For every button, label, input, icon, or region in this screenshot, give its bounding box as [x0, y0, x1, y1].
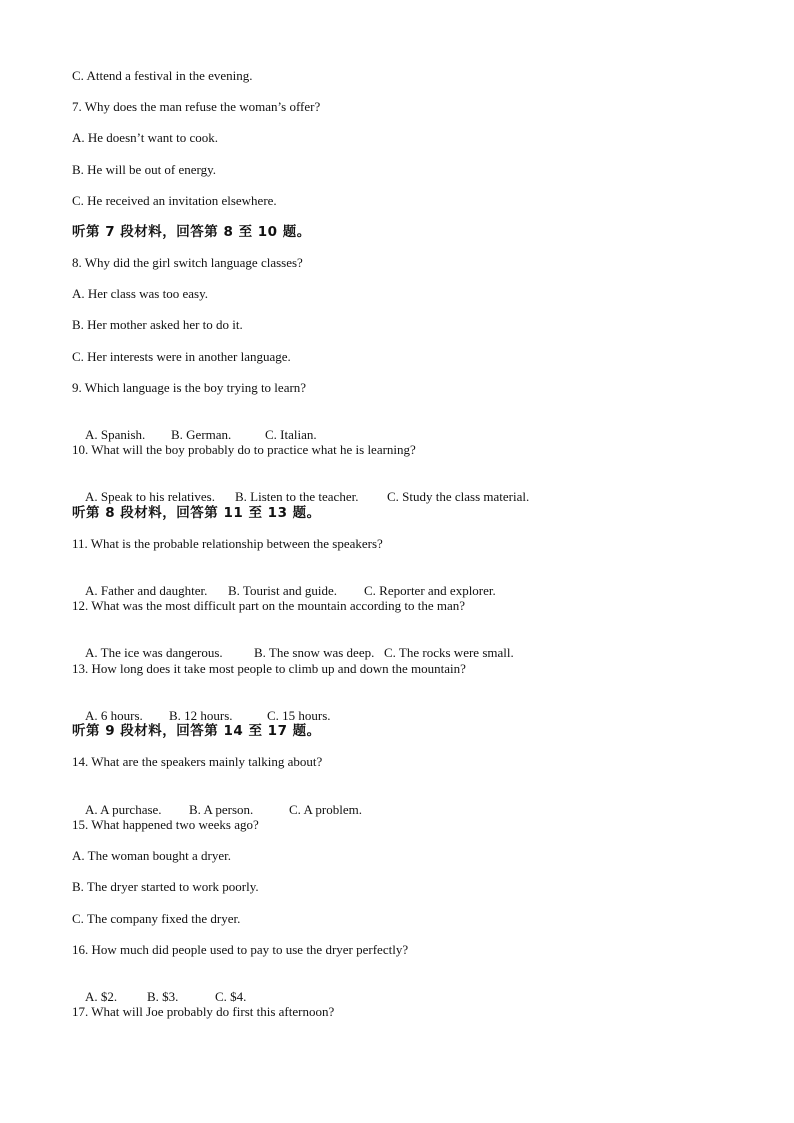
question-15: 15. What happened two weeks ago? [72, 817, 259, 832]
option-11a: A. Father and daughter. [85, 583, 208, 598]
question-11: 11. What is the probable relationship between the speakers? [72, 536, 383, 551]
section-heading-8: 听第 8 段材料，回答第 11 至 13 题。 [72, 505, 321, 521]
section-heading-7: 听第 7 段材料，回答第 8 至 10 题。 [72, 224, 311, 240]
question-13: 13. How long does it take most people to climb up and down the mountain? [72, 661, 466, 676]
option-12a: A. The ice was dangerous. [85, 645, 223, 660]
option-13a: A. 6 hours. [85, 708, 143, 723]
option-16b: B. $3. [147, 989, 179, 1004]
option-9b: B. German. [171, 427, 232, 442]
option-6c: C. Attend a festival in the evening. [72, 68, 253, 83]
option-9c: C. Italian. [265, 427, 317, 442]
option-7c: C. He received an invitation elsewhere. [72, 193, 277, 208]
option-15b: B. The dryer started to work poorly. [72, 879, 259, 894]
option-14c: C. A problem. [289, 802, 362, 817]
question-16: 16. How much did people used to pay to use the dryer perfectly? [72, 942, 409, 957]
option-8a: A. Her class was too easy. [72, 286, 208, 301]
option-11c: C. Reporter and explorer. [364, 583, 496, 598]
option-9a: A. Spanish. [85, 427, 146, 442]
option-12b: B. The snow was deep. [254, 645, 375, 660]
question-10: 10. What will the boy probably do to practice what he is learning? [72, 442, 416, 457]
question-14: 14. What are the speakers mainly talking about? [72, 754, 323, 769]
option-8b: B. Her mother asked her to do it. [72, 317, 243, 332]
option-13c: C. 15 hours. [267, 708, 331, 723]
option-8c: C. Her interests were in another language. [72, 349, 291, 364]
question-17: 17. What will Joe probably do first this afternoon? [72, 1004, 335, 1019]
question-7: 7. Why does the man refuse the woman’s offer? [72, 99, 321, 114]
option-7b: B. He will be out of energy. [72, 162, 217, 177]
option-14b: B. A person. [189, 802, 254, 817]
option-15a: A. The woman bought a dryer. [72, 848, 231, 863]
question-12: 12. What was the most difficult part on the mountain according to the man? [72, 598, 466, 613]
option-12c: C. The rocks were small. [384, 645, 514, 660]
question-8: 8. Why did the girl switch language classes? [72, 255, 303, 270]
question-9: 9. Which language is the boy trying to learn? [72, 380, 307, 395]
option-11b: B. Tourist and guide. [228, 583, 337, 598]
option-14a: A. A purchase. [85, 802, 162, 817]
option-7a: A. He doesn’t want to cook. [72, 130, 218, 145]
option-10c: C. Study the class material. [387, 489, 530, 504]
section-heading-9: 听第 9 段材料，回答第 14 至 17 题。 [72, 723, 321, 739]
option-13b: B. 12 hours. [169, 708, 233, 723]
option-15c: C. The company fixed the dryer. [72, 911, 241, 926]
option-16c: C. $4. [215, 989, 247, 1004]
option-16a: A. $2. [85, 989, 118, 1004]
option-10a: A. Speak to his relatives. [85, 489, 215, 504]
option-10b: B. Listen to the teacher. [235, 489, 359, 504]
